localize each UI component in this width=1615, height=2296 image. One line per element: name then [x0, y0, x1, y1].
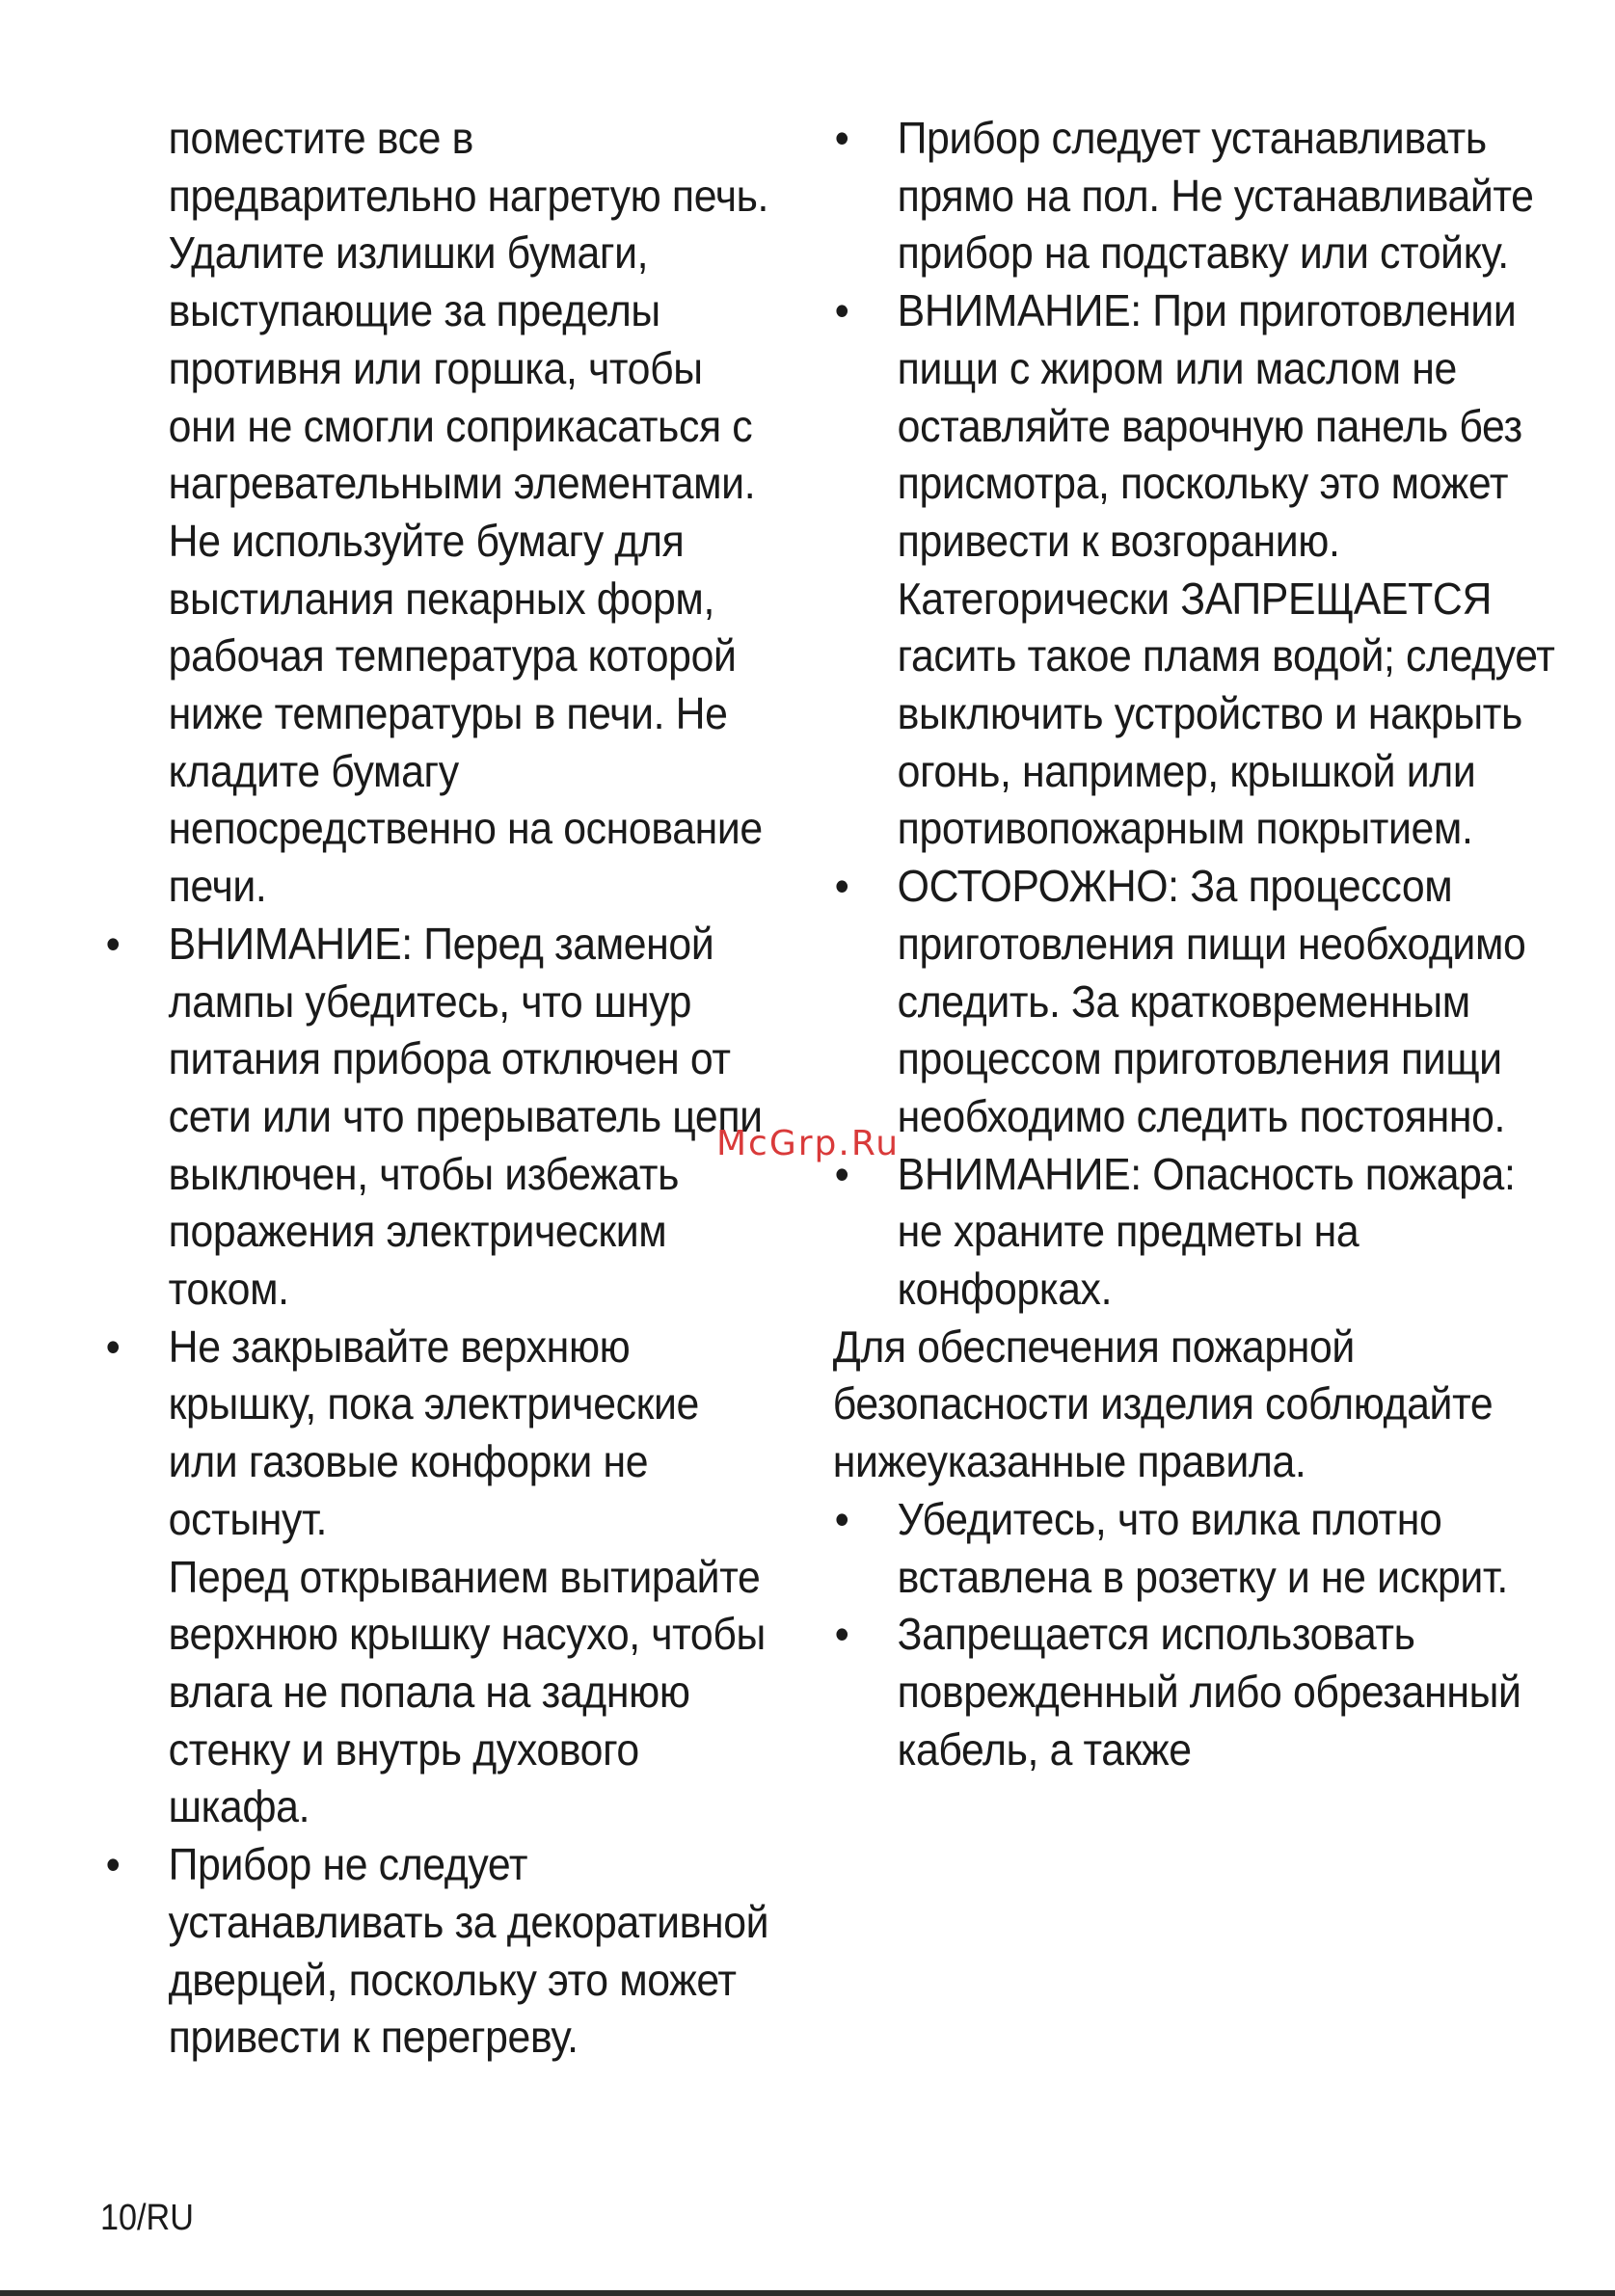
- right-bullet-damaged-cable: [829, 1606, 1570, 1778]
- right-column: [829, 110, 1570, 1778]
- bullet-dot: •: [834, 1493, 849, 1544]
- bullet-dot: •: [834, 1609, 849, 1660]
- bullet-dot: •: [105, 1839, 121, 1890]
- right-bullet-floor-install: [829, 110, 1570, 282]
- left-bullet-decorative-door: [100, 1836, 774, 2067]
- left-column: [100, 110, 774, 2067]
- left-bullet-lamp-warning: [100, 916, 774, 1319]
- bullet-dot: •: [834, 1148, 849, 1199]
- bullet-dot: •: [834, 285, 849, 336]
- right-bullet-oil-warning: [829, 282, 1570, 858]
- bullet-dot: •: [834, 113, 849, 163]
- right-bullet-fire-hazard: [829, 1146, 1570, 1319]
- bullet-text: ВНИМАНИЕ: Перед заменой лампы убедитесь, что шнур питания прибора отключен от сети или что прерыватель цепи выключен, чтобы избежать поражения электрическим током.: [168, 918, 763, 1315]
- fire-safety-paragraph: Для обеспечения пожарной безопасности изделия соблюдайте нижеуказанные правила.: [832, 1321, 1494, 1487]
- left-bullet-top-lid: [100, 1319, 774, 1549]
- bullet-text: ВНИМАНИЕ: При приготовлении пищи с жиром или маслом не оставляйте варочную панель без присмотра, поскольку это может привести к возгоранию. Категорически ЗАПРЕЩАЕТСЯ гасить такое пламя водой; следует выключить устройство и накрыть огонь, например, крышкой или противопожарным покрытием.: [897, 285, 1555, 854]
- bullet-text: Не закрывайте верхнюю крышку, пока электрические или газовые конфорки не остынут.: [168, 1321, 699, 1544]
- bullet-dot: •: [105, 918, 121, 969]
- right-bullet-plug: [829, 1491, 1570, 1606]
- site-watermark: McGrp.Ru: [716, 1124, 901, 1163]
- bullet-text: ОСТОРОЖНО: За процессом приготовления пищи необходимо следить. За кратковременным процессом приготовления пищи необходимо следить постоянно.: [897, 861, 1526, 1141]
- bullet-text: Убедитесь, что вилка плотно вставлена в розетку и не искрит.: [897, 1493, 1508, 1602]
- bullet-text: Прибор не следует устанавливать за декоративной дверцей, поскольку это может привести к перегреву.: [168, 1839, 769, 2063]
- left-continuation-paragraph: Перед открыванием вытирайте верхнюю крышку насухо, чтобы влага не попала на заднюю стенку и внутрь духового шкафа.: [168, 1551, 766, 1832]
- left-intro-paragraph: поместите все в предварительно нагретую печь. Удалите излишки бумаги, выступающие за пределы противня или горшка, чтобы они не смогли соприкасаться с нагревательными элементами. Не используйте бумагу для выстилания пекарных форм, рабочая температура которой ниже температуры в печи. Не кладите бумагу непосредственно на основание печи.: [168, 113, 769, 912]
- bullet-text: ВНИМАНИЕ: Опасность пожара: не храните предметы на конфорках.: [897, 1148, 1516, 1315]
- page-number: 10/RU: [100, 2198, 194, 2238]
- bullet-text: Запрещается использовать поврежденный либо обрезанный кабель, а также: [897, 1609, 1521, 1775]
- bullet-dot: •: [834, 861, 849, 912]
- bullet-dot: •: [105, 1321, 121, 1372]
- right-bullet-cooking-caution: [829, 858, 1570, 1146]
- bullet-text: Прибор следует устанавливать прямо на пол. Не устанавливайте прибор на подставку или стойку.: [897, 113, 1534, 279]
- bottom-rule: [0, 2290, 1615, 2296]
